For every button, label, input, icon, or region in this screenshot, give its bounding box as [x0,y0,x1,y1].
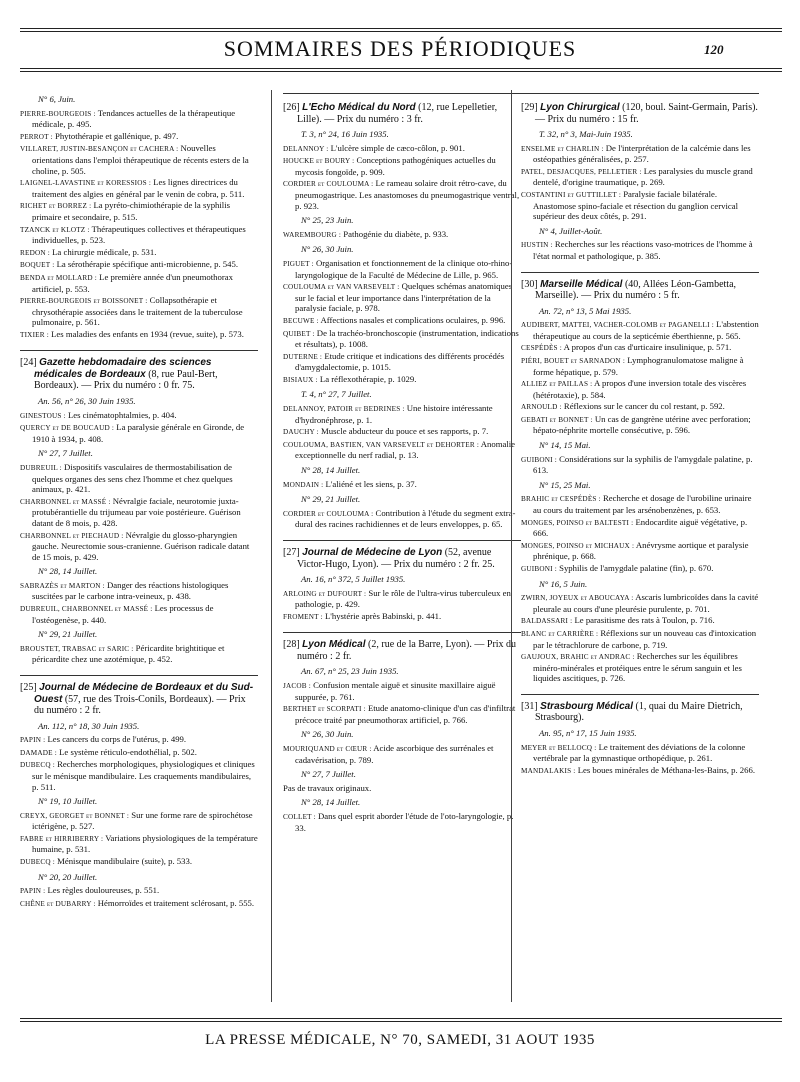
article-title: Sur le rôle de l'ultra-virus tuberculeux en pathologie, p. 429. [295,587,511,610]
article-authors: PAPIN : [20,736,46,745]
article-authors: GUIBONI : [521,455,557,464]
issue-heading: N° 28, 14 Juillet. [301,797,361,808]
section-divider [20,350,258,351]
article-authors: COLLET : [283,812,316,821]
section-divider [521,694,759,695]
article-title: Pathogénie du diabète, p. 933. [343,228,449,239]
journal-number: [28] [283,639,300,651]
journal-number: [27] [283,547,300,558]
journal-name: Gazette hebdomadaire des sciences médicales de Bordeaux [34,357,212,380]
article-entry [521,628,759,650]
article-title: Le système réticulo-endothélial, p. 502. [59,746,197,757]
issue-heading: An. 72, n° 13, 5 Mai 1935. [539,305,632,316]
section-divider [283,93,521,94]
article-authors: CHARBONNEL et PIECHAUD : [20,531,124,540]
article-authors: BENDA et MOLLARD : [20,273,97,282]
article-title: Lymphogranulomatose maligne à forme hépatique, p. 579. [533,354,744,377]
article-entry [20,177,258,199]
article-entry [283,155,521,177]
issue-heading: N° 27, 7 Juillet. [38,448,93,459]
article-authors: HOUCKE et BOURY : [283,157,355,166]
issue-heading: An. 95, n° 17, 15 Juin 1935. [539,727,637,738]
article-entry [283,439,521,461]
article-entry [283,611,521,623]
article-authors: MOURIQUAND et CŒUR : [283,744,372,753]
article-entry [20,329,258,341]
article-title: Contribution à l'étude du segment extra-dural des racines rachidiennes et de leurs enveloppes, p. 65. [295,507,516,530]
article-entry [20,272,258,294]
column-divider-1 [271,90,272,1002]
article-entry [20,247,258,259]
article-entry [20,496,258,529]
article-entry [521,239,759,261]
article-authors: COSTANTINI et GUTTILLET : [521,190,622,199]
article-entry [521,342,759,354]
article-title: Sur une forme rare de spirochétose ictérigène, p. 527. [32,809,253,832]
article-title: Thérapeutiques collectives et thérapeutiques individuelles, p. 523. [32,223,246,246]
article-title: L'ulcère simple de cæco-côlon, p. 901. [330,142,465,153]
article-entry [283,178,521,211]
article-authors: TZANCK et KLOTZ : [20,225,90,234]
article-title: Ascaris lumbricoïdes dans la cavité pleurale au cours d'une pleurésie purulente, p. 701. [533,592,759,614]
article-title: Les boues minérales de Méthana-les-Bains, p. 266. [577,764,756,775]
article-authors: BISIAUX : [283,375,318,384]
issue-heading: An. 112, n° 18, 30 Juin 1935. [38,720,140,731]
article-entry [20,108,258,130]
article-authors: GAUJOUX, BRAHIC et ANDRAC : [521,653,635,662]
journal-name: Journal de Médecine de Lyon [302,547,443,558]
issue-heading: An. 67, n° 25, 23 Juin 1935. [301,666,399,677]
article-entry [283,351,521,373]
page-title: SOMMAIRES DES PÉRIODIQUES [223,36,577,61]
article-entry [20,734,258,746]
section-divider [283,540,521,541]
article-title: L'abstention thérapeutique au cours de la septicémie éberthienne, p. 565. [533,319,759,341]
issue-heading: N° 26, 30 Juin. [301,244,354,255]
article-authors: GINESTOUS : [20,411,66,420]
article-title: Recherches sur les équilibres minéro-minérales et protéiques entre le sérum sanguin et les liquides ascitiques, p. 726. [533,651,742,684]
article-title: Névralgie du glosso-pharyngien gauche. Neurectomie sous-cranienne. Guérison radicale datant de 15 mois, p. 429. [32,529,250,562]
article-title: Affections nasales et complications oculaires, p. 996. [320,314,506,325]
article-title: La sérothérapie spécifique anti-microbienne, p. 545. [56,259,238,270]
header-rule-top-inner [20,31,782,32]
article-entry [521,615,759,627]
page-footer: LA PRESSE MÉDICALE, N° 70, SAMEDI, 31 AOUT 1935 [205,1032,595,1048]
article-title: A propos d'un cas d'urticaire insulinique, p. 571. [563,342,732,353]
issue-heading: T. 4, n° 27, 7 Juillet. [301,389,372,400]
article-title: Les paralysies du muscle grand dentelé, d'origine traumatique, p. 269. [533,165,753,188]
article-authors: MONGES, POINSO et BALTESTI : [521,518,634,527]
article-title: Péricardite brightitique et péricardite chez une azotémique, p. 452. [32,642,225,665]
article-title: Nouvelles orientations dans l'emploi thérapeutique de récents esters de la choline, p. 505. [32,143,249,176]
header-rule-top [20,28,782,29]
article-title: Recherches sur les réactions vaso-motrices de l'homme à l'état normal et pathologique, p. 385. [533,239,753,261]
article-authors: DAMADE : [20,748,57,757]
journal-name: Journal de Médecine de Bordeaux et du Sud-Ouest [34,682,254,705]
article-title: La paralysie générale en Gironde, de 1910 à 1934, p. 408. [32,422,245,444]
article-entry [20,580,258,602]
article-authors: ARLOING et DUFOURT : [283,589,367,598]
article-title: Dans quel esprit aborder l'étude de l'oto-laryngologie, p. 33. [295,810,514,833]
issue-heading: An. 56, n° 26, 30 Juin 1935. [38,395,136,406]
article-authors: BECUWE : [283,316,319,325]
journal-heading [283,639,521,662]
article-title: Les maladies des enfants en 1934 (revue, suite), p. 573. [51,328,244,339]
journal-number: [24] [20,357,37,369]
article-title: Syphilis de l'amygdale palatine (fin), p. 670. [559,563,714,573]
article-authors: DUBECQ : [20,761,55,770]
article-entry [20,462,258,495]
article-authors: BRAHIC et CESPÉDÈS : [521,495,601,504]
header-rule-bottom [20,68,782,69]
article-entry [20,200,258,222]
article-entry [20,131,258,143]
article-title: Etude anatomo-clinique d'un cas d'infiltrat précoce traité par pneumothorax artificiel, p. 766. [295,703,516,725]
article-title: Conceptions pathogéniques actuelles du mycosis fongoïde, p. 909. [295,155,496,177]
article-entry [283,315,521,327]
article-authors: MONDAIN : [283,480,324,489]
article-entry [20,810,258,832]
note-text: Pas de travaux originaux. [283,782,372,793]
article-authors: BROUSTET, TRABSAC et SARIC : [20,644,134,653]
issue-heading: N° 28, 14 Juillet. [38,566,98,577]
article-authors: ARNOULD : [521,403,562,412]
journal-details: (1, quai du Maire Dietrich, Strasbourg). [535,700,743,724]
article-entry [283,743,521,765]
article-entry [283,680,521,702]
article-title: De l'interprétation de la calcémie dans les ostéopathies généralisées, p. 257. [533,142,751,165]
article-title: Les processus de l'ostéogenèse, p. 440. [32,603,214,625]
article-authors: COULOUMA et VAN VARSEVELT : [283,283,400,292]
article-title: L'hystérie après Babinski, p. 441. [324,610,442,621]
article-authors: BERTHET et SCORPATI : [283,705,366,714]
article-title: Ménisque mandibulaire (suite), p. 533. [57,856,192,867]
page-number: 120 [704,42,724,57]
article-title: L'aliéné et les siens, p. 37. [325,478,417,489]
column-divider-2 [511,90,512,1002]
issue-heading: N° 28, 14 Juillet. [301,465,361,476]
journal-details: (40, Allées Léon-Gambetta, Marseille). — Prix du numéro : 5 fr. [535,278,737,302]
article-authors: PAPIN : [20,887,46,896]
article-title: La réflexothérapie, p. 1029. [319,373,417,384]
article-entry [20,856,258,868]
article-title: Anomalie exceptionnelle du nerf radial, p. 13. [295,438,516,461]
article-entry [521,166,759,188]
article-title: Recherches morphologiques, physiologiques et cliniques sur le ménisque mandibulaire. Les craquements mandibulaires, p. 511. [32,759,255,792]
article-authors: CHARBONNEL et MASSÉ : [20,497,111,506]
article-entry [521,414,759,436]
article-authors: BOQUET : [20,261,55,270]
journal-details: (120, boul. Saint-Germain, Paris). — Prix du numéro : 15 fr. [535,102,758,125]
article-title: Le traitement des déviations de la colonne vertébrale par la gymnastique orthopédique, p. 261. [533,741,746,764]
article-entry [283,328,521,350]
article-title: Anévrysme aortique et paralysie phrénique, p. 668. [533,539,749,562]
article-entry [521,143,759,165]
article-entry [20,759,258,792]
article-entry [20,224,258,246]
article-entry [521,493,759,515]
article-title: Les règles douloureuses, p. 551. [47,885,160,896]
article-authors: DUTERNE : [283,352,323,361]
article-entry [283,258,521,280]
issue-heading: N° 20, 20 Juillet. [38,871,98,882]
article-entry [20,833,258,855]
journal-details: (2, rue de la Barre, Lyon). — Prix du numéro : 2 fr. [297,639,517,662]
article-authors: QUERCY et DE BOUCAUD : [20,424,115,433]
article-entry [283,588,521,610]
article-authors: GUIBONI : [521,565,557,573]
journal-heading [521,701,759,724]
article-title: Phytothérapie et gallénique, p. 497. [55,130,179,141]
journal-name: Strasbourg Médical [540,700,633,712]
article-authors: WAREMBOURG : [283,230,342,239]
article-entry [20,410,258,422]
article-authors: DELANNOY, PATOIR et BEDRINES : [283,405,405,414]
journal-heading [283,102,521,125]
article-entry [283,281,521,314]
article-authors: JACOB : [283,681,311,690]
article-entry [521,378,759,400]
article-title: Névralgie faciale, neurotomie juxta-protubérantielle du trijumeau par voie postérieure. Guérison datant de 8 mois, p. 428. [32,495,241,528]
journal-heading [521,102,759,125]
article-authors: BLANC et CARRIÈRE : [521,629,599,638]
article-entry [521,319,759,341]
article-authors: PIÉRI, BOUET et SARNADON : [521,356,626,365]
article-authors: TIXIER : [20,330,49,339]
article-authors: LAIGNEL-LAVASTINE et KORESSIOS : [20,179,152,188]
article-authors: PIERRE-BOURGEOIS et BOISSONET : [20,297,148,306]
article-authors: HUSTIN : [521,241,553,250]
article-title: Réflexions sur le cancer du col restant, p. 592. [563,401,725,412]
article-title: A propos d'une inversion totale des viscères (hétérotaxie), p. 584. [533,378,747,400]
article-authors: ENSELME et CHARLIN : [521,144,604,153]
article-authors: DUBECQ : [20,858,55,867]
journal-name: L'Echo Médical du Nord [302,102,416,113]
column-1 [20,90,258,1002]
article-title: Organisation et fonctionnement de la clinique oto-rhino-laryngologique de la Faculté de Médecine de Lille, p. 965. [295,257,513,280]
section-divider [521,272,759,273]
article-authors: BALDASSARI : [521,617,573,626]
article-authors: MEYER et BELLOCQ : [521,743,597,752]
article-authors: PERROT : [20,132,53,141]
article-entry [283,143,521,155]
article-entry [283,374,521,386]
journal-number: [29] [521,102,538,113]
article-entry [521,454,759,476]
article-title: De la trachéo-bronchoscopie (instrumentation, indications et résultats), p. 1008. [295,327,519,350]
article-title: Une histoire intéressante d'hydronéphrose, p. 1. [295,403,493,425]
issue-heading: N° 15, 25 Mai. [539,479,591,490]
article-title: Le rameau solaire droit rétro-cave, du pneumogastrique. Les anastomoses du pneumogastrique ventral, p. 923. [295,178,520,211]
article-authors: GEBATI et BONNET : [521,415,593,424]
article-authors: AUDIBERT, MATTEI, VACHER-COLOMB et PAGANELLI : [521,321,714,330]
issue-heading: N° 29, 21 Juillet. [38,629,98,640]
article-title: Les lignes directrices du traitement des algies en général par le venin de cobra, p. 511. [32,177,245,199]
article-authors: ALLIEZ et PAILLAS : [521,380,593,389]
column-3 [521,90,759,1002]
journal-details: (12, rue Lepelletier, Lille). — Prix du numéro : 3 fr. [297,102,498,125]
issue-heading: N° 14, 15 Mai. [539,440,591,451]
article-authors: SABRAZÈS et MARTON : [20,581,105,590]
article-entry [20,259,258,271]
article-title: Danger des réactions histologiques suscitées par le carbone intra-veineux, p. 438. [32,579,229,602]
issue-heading: N° 27, 7 Juillet. [301,769,356,780]
article-entry [521,651,759,684]
article-authors: COULOUMA, BASTIEN, VAN VARSEVELT et DEHORTER : [283,440,480,449]
issue-heading: N° 26, 30 Juin. [301,729,354,740]
footer-rule-top [20,1018,782,1019]
article-authors: CESPÉDÈS : [521,344,562,353]
article-authors: FABRE et HIRRIBERRY : [20,834,104,843]
article-authors: DUBREUIL : [20,463,62,472]
header-rule-bottom-inner [20,71,782,72]
article-entry [283,403,521,425]
article-entry [20,422,258,444]
article-entry [283,229,521,241]
article-entry [521,401,759,413]
article-title: Le parasitisme des rats à Toulon, p. 716. [574,615,715,626]
article-entry [521,742,759,764]
issue-heading: N° 16, 5 Juin. [539,578,588,589]
article-entry [20,143,258,176]
article-entry [521,517,759,539]
article-title: Un cas de gangrène utérine avec perforation; hépato-néphrite mortelle consécutive, p. 596. [533,413,751,436]
journal-heading [20,682,258,717]
article-title: Les cinématophtalmies, p. 404. [67,409,177,420]
article-entry [283,703,521,725]
article-authors: CORDIER et COULOUMA : [283,180,374,189]
column-2 [283,90,521,1002]
article-title: Muscle abducteur du pouce et ses rapports, p. 7. [321,426,489,437]
article-entry [20,643,258,665]
article-title: Le première année d'un pneumothorax artificiel, p. 553. [32,271,233,294]
section-divider [20,675,258,676]
article-authors: CHÊNE et DUBARRY : [20,899,96,908]
article-entry [283,426,521,438]
issue-heading: An. 16, n° 372, 5 Juillet 1935. [301,574,406,584]
article-title: Paralysie faciale bilatérale. Anastomose spino-faciale et résection du ganglion cervical supérieur des deux côtés, p. 291. [533,188,739,222]
article-authors: ZWIRN, JOYEUX et ABOUCAYA : [521,594,634,603]
journal-details: (57, rue des Trois-Conils, Bordeaux). — Prix du numéro : 2 fr. [34,693,246,717]
article-authors: CORDIER et COULOUMA : [283,509,374,518]
issue-heading: T. 32, n° 3, Mai-Juin 1935. [539,129,633,139]
article-title: Les cancers du corps de l'utérus, p. 499. [47,734,187,745]
journal-heading [20,357,258,392]
journal-number: [26] [283,102,300,113]
article-authors: DAUCHY : [283,428,319,437]
journal-name: Lyon Chirurgical [540,102,620,113]
article-title: Etude critique et indications des différents procédés d'amygdalectomie, p. 1015. [295,350,505,373]
section-divider [283,632,521,633]
article-authors: FROMENT : [283,612,323,621]
article-title: Considérations sur la syphilis de l'amygdale palatine, p. 613. [533,453,753,476]
article-authors: PATEL, DESJACQUES, PELLETIER : [521,167,642,176]
article-entry [521,355,759,377]
article-entry [20,885,258,897]
issue-heading: N° 6, Juin. [38,94,76,104]
article-title: Réflexions sur un nouveau cas d'intoxication par le tétrachlorure de carbone, p. 719. [533,627,757,650]
journal-heading [283,547,521,570]
article-entry [20,603,258,625]
article-title: Collapsothérapie et chrysothérapie associées dans le traitement de la tuberculose pulmonaire, p. 561. [32,295,243,328]
article-title: Acide ascorbique des surrénales et cadavérisation, p. 789. [295,742,494,765]
article-entry [20,747,258,759]
section-divider [521,93,759,94]
article-authors: DELANNOY : [283,144,329,153]
article-entry [521,189,759,222]
article-title: Endocardite aiguë végétative, p. 666. [533,516,748,539]
issue-heading: N° 4, Juillet-Août. [539,225,603,236]
article-title: Tendances actuelles de la thérapeutique médicale, p. 495. [32,107,236,130]
journal-details: (52, avenue Victor-Hugo, Lyon). — Prix du numéro : 2 fr. 25. [297,547,495,570]
article-authors: PIERRE-BOURGEOIS : [20,109,96,118]
article-title: Dispositifs vasculaires de thermostabilisation de quelques organes des sens chez l'homme et chez quelques animaux, p. 421. [32,461,233,495]
article-authors: REDON : [20,248,50,257]
article-entry [521,592,759,614]
issue-heading: T. 3, n° 24, 16 Juin 1935. [301,129,389,139]
article-title: Recherche et dosage de l'urobiline urinaire au cours du traitement par les arsénobenzènes, p. 653. [533,493,752,516]
article-title: La chirurgie médicale, p. 531. [52,246,157,257]
footer-rule-top-inner [20,1021,782,1022]
journal-details: (8, rue Paul-Bert, Bordeaux). — Prix du numéro : 0 fr. 75. [34,368,218,392]
article-entry [283,811,521,833]
article-authors: VILLARET, JUSTIN-BESANÇON et CACHERA : [20,145,179,154]
article-authors: MANDALAKIS : [521,766,576,775]
journal-name: Lyon Médical [302,639,366,651]
article-title: Confusion mentale aiguë et sinusite maxillaire aiguë suppurée, p. 761. [295,679,496,702]
article-entry [521,765,759,777]
journal-number: [25] [20,682,37,694]
issue-heading: N° 25, 23 Juin. [301,215,354,226]
article-authors: QUIBET : [283,329,315,338]
article-entry [283,508,521,530]
article-entry [20,530,258,563]
journal-number: [31] [521,700,538,712]
article-entry [521,540,759,562]
article-title: Hémorroïdes et traitement sclérosant, p. 555. [97,897,255,908]
article-title: La pyréto-chimiothérapie de la syphilis primaire et secondaire, p. 515. [32,200,230,222]
article-authors: MONGES, POINSO et MICHAUX : [521,541,635,550]
article-authors: CREYX, GEORGET et BONNET : [20,811,130,820]
journal-heading [521,279,759,302]
journal-name: Marseille Médical [540,278,623,290]
article-title: Quelques schémas anatomiques sur le facial et leur importance dans l'interprétation de la paralysie faciale, p. 978. [295,281,513,314]
journal-number: [30] [521,278,538,290]
article-authors: RICHET et BORREZ : [20,202,92,211]
article-title: Variations physiologiques de la température humaine, p. 531. [32,832,258,855]
article-entry [521,563,759,575]
article-authors: PIGUET : [283,259,314,268]
article-entry [283,479,521,491]
article-authors: DUBREUIL, CHARBONNEL et MASSÉ : [20,605,153,614]
article-entry [20,898,258,910]
issue-heading: N° 29, 21 Juillet. [301,494,361,505]
issue-heading: N° 19, 10 Juillet. [38,796,98,807]
article-entry [20,295,258,328]
